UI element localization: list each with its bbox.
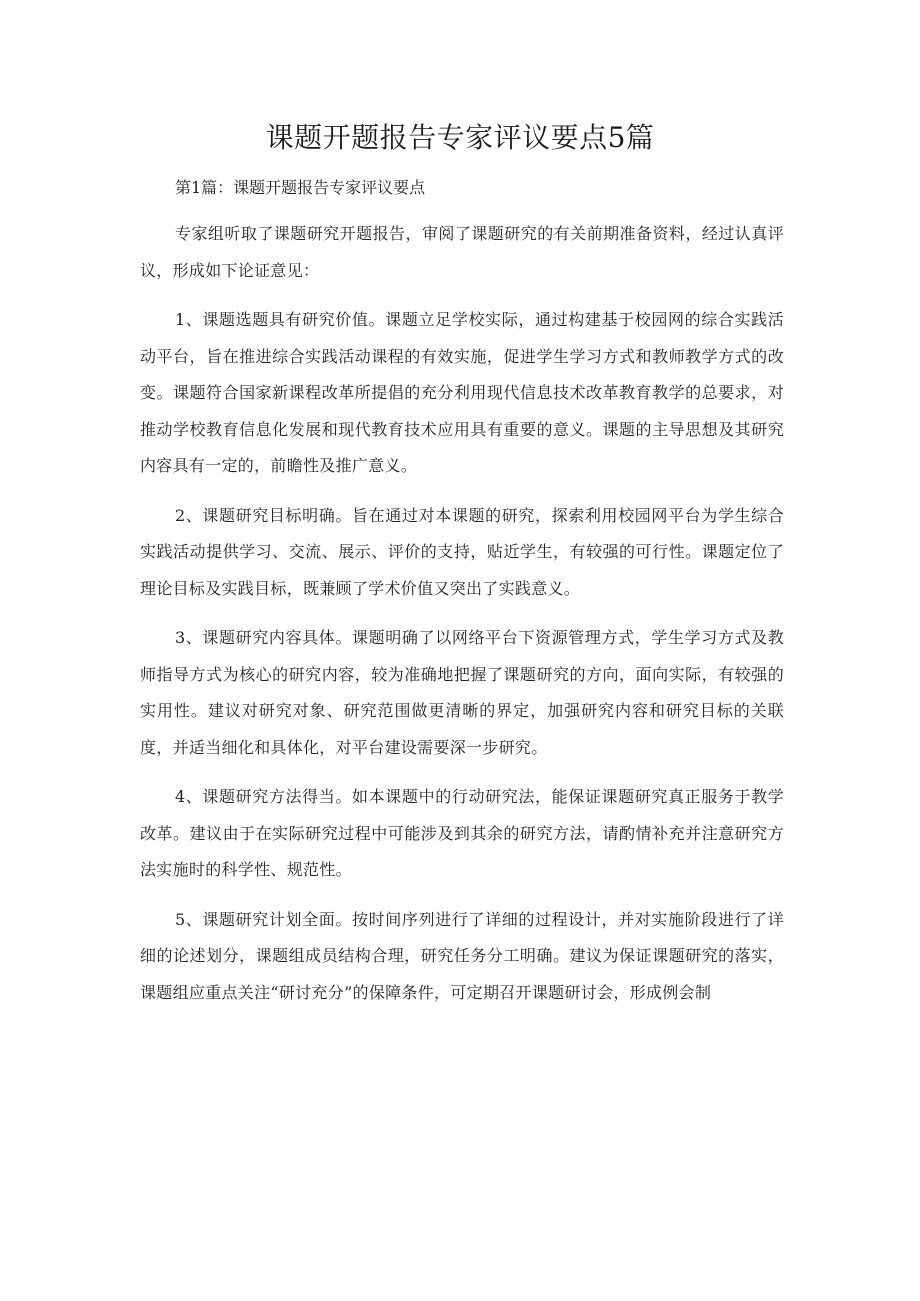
- document-title: 课题开题报告专家评议要点5篇: [265, 121, 655, 154]
- document-body: [140, 216, 784, 1024]
- paragraph-point-1: 1、课题选题具有研究价值。课题立足学校实际，通过构建基于校园网的综合实践活动平台，旨在推进综合实践活动课程的有效实施，促进学生学习方式和教师教学方式的改变。课题符合国家新课程改革所提倡的充分利用现代信息技术改革教育教学的总要求，对推动学校教育信息化发展和现代教育技术应用具有重要的意义。课题的主导思想及其研究内容具有一定的，前瞻性及推广意义。: [140, 310, 784, 475]
- paragraph-intro: 专家组听取了课题研究开题报告，审阅了课题研究的有关前期准备资料，经过认真评议，形成如下论证意见：: [140, 224, 784, 280]
- section-heading: 第1篇：课题开题报告专家评议要点: [175, 178, 426, 197]
- paragraph-point-5: 5、课题研究计划全面。按时间序列进行了详细的过程设计，并对实施阶段进行了详细的论述划分，课题组成员结构合理，研究任务分工明确。建议为保证课题研究的落实，课题组应重点关注“研讨充分”的保障条件，可定期召开课题研讨会，形成例会制: [140, 909, 784, 1002]
- paragraph-point-4: 4、课题研究方法得当。如本课题中的行动研究法，能保证课题研究真正服务于教学改革。建议由于在实际研究过程中可能涉及到其余的研究方法，请酌情补充并注意研究方法实施时的科学性、规范性。: [140, 787, 784, 879]
- paragraph-point-2: 2、课题研究目标明确。旨在通过对本课题的研究，探索利用校园网平台为学生综合实践活动提供学习、交流、展示、评价的支持，贴近学生，有较强的可行性。课题定位了理论目标及实践目标，既兼顾了学术价值又突出了实践意义。: [140, 505, 784, 598]
- paragraph-point-3: 3、课题研究内容具体。课题明确了以网络平台下资源管理方式，学生学习方式及教师指导方式为核心的研究内容，较为准确地把握了课题研究的方向，面向实际，有较强的实用性。建议对研究对象、研究范围做更清晰的界定，加强研究内容和研究目标的关联度，并适当细化和具体化，对平台建设需要深一步研究。: [140, 628, 784, 757]
